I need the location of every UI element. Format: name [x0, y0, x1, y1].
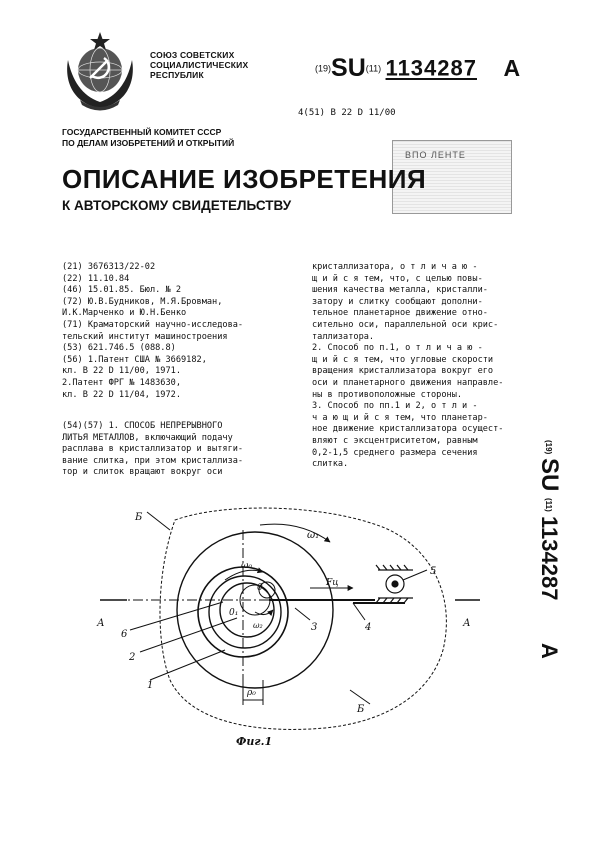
- abstract-left-column: [62, 421, 297, 479]
- figure-caption: Фиг.1: [236, 735, 273, 748]
- omega1-label: ω₁: [307, 530, 320, 541]
- biblio-line: кл. В 22 D 11/04, 1972.: [62, 389, 181, 400]
- side-code-11: (11): [544, 498, 553, 512]
- abstract-line: ч а ю щ и й с я тем, что планетар-: [312, 412, 488, 423]
- callout-2: 2: [129, 652, 136, 663]
- stamp-text: ВПО ЛЕНТЕ: [405, 150, 466, 160]
- abstract-line: шения качества металла, кристалли-: [312, 285, 488, 296]
- biblio-line: 2.Патент ФРГ № 1483630,: [62, 377, 181, 388]
- document-title: ОПИСАНИЕ ИЗОБРЕТЕНИЯ: [62, 164, 427, 194]
- patent-number: 1134287: [385, 55, 477, 81]
- biblio-line: (21) 3676313/22-02: [62, 262, 156, 272]
- country-code: SU: [331, 54, 366, 82]
- biblio-line: И.К.Марченко и Ю.Н.Бенко: [62, 308, 187, 319]
- abstract-line: тельное планетарное движение отно-: [312, 308, 488, 319]
- section-label-b: Б: [135, 512, 143, 523]
- abstract-line: 2. Способ по п.1, о т л и ч а ю -: [312, 343, 483, 354]
- committee-line: ГОСУДАРСТВЕННЫЙ КОМИТЕТ СССР: [62, 127, 222, 137]
- committee-name: [62, 127, 234, 149]
- biblio-line: (71) Краматорский научно-исследова-: [62, 319, 244, 330]
- section-label-b-2: Б: [357, 704, 365, 715]
- callout-5: 5: [430, 566, 437, 577]
- biblio-line: (46) 15.01.85. Бюл. № 2: [62, 285, 181, 296]
- abstract-line: щ и й с я тем, что угловые скорости: [312, 354, 494, 365]
- technical-figure: [95, 490, 480, 750]
- union-name: [150, 50, 248, 80]
- callout-4: 4: [365, 622, 372, 633]
- callout-6: 6: [121, 629, 128, 640]
- abstract-line: тор и слиток вращают вокруг оси: [62, 467, 223, 478]
- abstract-line: сительно оси, параллельной оси крис-: [312, 319, 499, 330]
- outer-contour: [160, 508, 446, 729]
- center-o1-label: 0₁: [229, 608, 239, 618]
- side-kind: A: [537, 643, 562, 659]
- biblio-line: (72) Ю.В.Будников, М.Я.Бровман,: [62, 296, 223, 307]
- force-label: Fц: [326, 578, 339, 588]
- union-line: РЕСПУБЛИК: [150, 70, 204, 80]
- section-label-a-2: А: [463, 618, 471, 629]
- committee-line: ПО ДЕЛАМ ИЗОБРЕТЕНИЙ И ОТКРЫТИЙ: [62, 138, 235, 148]
- abstract-line: (54)(57) 1. СПОСОБ НЕПРЕРЫВНОГО: [62, 421, 223, 431]
- abstract-line: ное движение кристаллизатора осущест-: [312, 424, 504, 435]
- omega0-label: ω₀: [241, 561, 252, 571]
- callout-1: 1: [147, 680, 154, 691]
- section-label-a: А: [97, 618, 105, 629]
- inid-code-11: (11): [365, 63, 382, 74]
- section-b-line: [147, 512, 170, 530]
- abstract-line: кристаллизатора, о т л и ч а ю -: [312, 262, 478, 272]
- side-country: SU: [536, 458, 563, 492]
- side-patent-number: [520, 438, 566, 678]
- abstract-line: оси и планетарного движения направле-: [312, 377, 504, 388]
- biblio-line: тельский институт машиностроения: [62, 331, 228, 342]
- abstract-line: затору и слитку сообщают дополни-: [312, 296, 483, 307]
- abstract-line: вляют с эксцентриситетом, равным: [312, 435, 478, 446]
- bearing-assembly: [376, 565, 413, 603]
- crystallizer-orbit: [177, 532, 333, 688]
- leader-3: [295, 608, 310, 620]
- biblio-line: (22) 11.10.84: [62, 273, 130, 284]
- abstract-line: 3. Способ по пп.1 и 2, о т л и -: [312, 401, 478, 412]
- abstract-line: ны в противоположные стороны.: [312, 389, 463, 400]
- bibliographic-data: [62, 262, 297, 401]
- biblio-line: кл. В 22 D 11/00, 1971.: [62, 366, 181, 377]
- biblio-line: (53) 621.746.5 (088.8): [62, 343, 176, 354]
- abstract-line: щ и й с я тем, что, с целью повы-: [312, 273, 483, 284]
- abstract-line: вращения кристаллизатора вокруг его: [312, 366, 494, 377]
- leader-5: [403, 570, 427, 580]
- union-line: СОЦИАЛИСТИЧЕСКИХ: [150, 60, 249, 70]
- side-code-19: (19): [544, 440, 553, 455]
- abstract-right-column: [312, 262, 537, 471]
- abstract-line: 0,2-1,5 среднего размера сечения: [312, 447, 478, 458]
- ipc-class: 4(51) В 22 D 11/00: [298, 108, 396, 118]
- section-b-line-2: [350, 690, 370, 704]
- document-subtitle: К АВТОРСКОМУ СВИДЕТЕЛЬСТВУ: [62, 198, 292, 213]
- patent-number-block: [315, 54, 520, 83]
- state-emblem: [60, 30, 140, 112]
- eccentricity-label: ρ₀: [247, 688, 256, 698]
- omega2-label: ω₂: [253, 621, 263, 630]
- abstract-line: ЛИТЬЯ МЕТАЛЛОВ, включающий подачу: [62, 432, 233, 443]
- leader-4: [353, 603, 365, 620]
- patent-kind: A: [503, 55, 521, 81]
- abstract-line: таллизатора.: [312, 331, 375, 342]
- union-line: СОЮЗ СОВЕТСКИХ: [150, 50, 235, 60]
- inid-code-19: (19): [315, 63, 332, 74]
- biblio-line: (56) 1.Патент США № 3669182,: [62, 354, 207, 365]
- abstract-line: расплава в кристаллизатор и вытяги-: [62, 444, 244, 455]
- callout-3: 3: [311, 622, 318, 633]
- emblem-star: [90, 32, 110, 50]
- center-o-label: 0: [257, 583, 263, 593]
- abstract-line: вание слитка, при этом кристаллиза-: [62, 455, 244, 466]
- side-number: 1134287: [537, 516, 562, 601]
- abstract-line: слитка.: [312, 459, 349, 470]
